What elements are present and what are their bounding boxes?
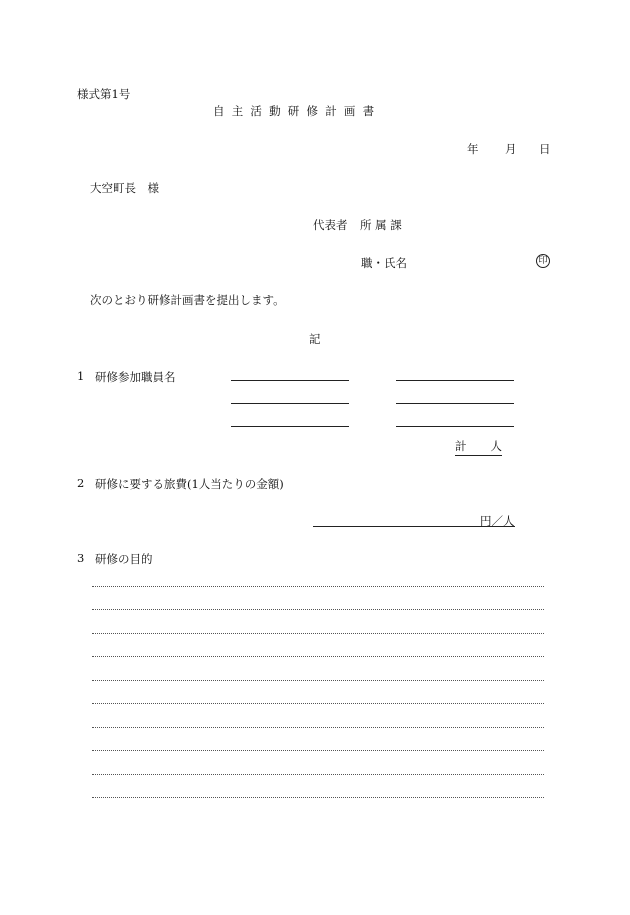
participant-name-line <box>396 426 514 427</box>
purpose-dotted-line <box>92 680 544 681</box>
section-3-number: 3 <box>77 551 85 565</box>
participant-name-line <box>231 403 349 404</box>
purpose-dotted-line <box>92 797 544 798</box>
date-year: 年 <box>467 142 479 156</box>
travel-cost-unit: 円／人 <box>480 514 515 528</box>
purpose-dotted-line <box>92 609 544 610</box>
section-1-number: 1 <box>77 369 85 383</box>
purpose-dotted-line <box>92 774 544 775</box>
form-number: 様式第1号 <box>77 87 131 101</box>
representative-label: 代表者 <box>313 218 348 232</box>
name-label: 職・氏名 <box>361 256 407 270</box>
section-3-label: 研修の目的 <box>95 552 153 566</box>
participant-total <box>455 438 502 456</box>
purpose-dotted-line <box>92 727 544 728</box>
ki-heading: 記 <box>309 332 321 346</box>
purpose-dotted-line <box>92 750 544 751</box>
participant-name-line <box>396 380 514 381</box>
participant-name-line <box>396 403 514 404</box>
date-day: 日 <box>539 142 551 156</box>
purpose-dotted-line <box>92 586 544 587</box>
date-month: 月 <box>505 142 517 156</box>
seal-mark: 印 <box>536 254 550 268</box>
participant-name-line <box>231 380 349 381</box>
department-label: 所 属 課 <box>360 218 402 232</box>
total-label: 計 <box>455 439 467 453</box>
purpose-dotted-line <box>92 703 544 704</box>
section-2-number: 2 <box>77 476 85 490</box>
purpose-dotted-line <box>92 633 544 634</box>
total-unit: 人 <box>490 439 502 453</box>
section-1-label: 研修参加職員名 <box>95 370 176 384</box>
intro-text: 次のとおり研修計画書を提出します。 <box>90 293 285 307</box>
purpose-dotted-line <box>92 656 544 657</box>
addressee: 大空町長 様 <box>90 181 159 195</box>
section-2-label: 研修に要する旅費(1人当たりの金額) <box>95 477 284 491</box>
document-title: 自主活動研修計画書 <box>213 104 382 118</box>
participant-name-line <box>231 426 349 427</box>
